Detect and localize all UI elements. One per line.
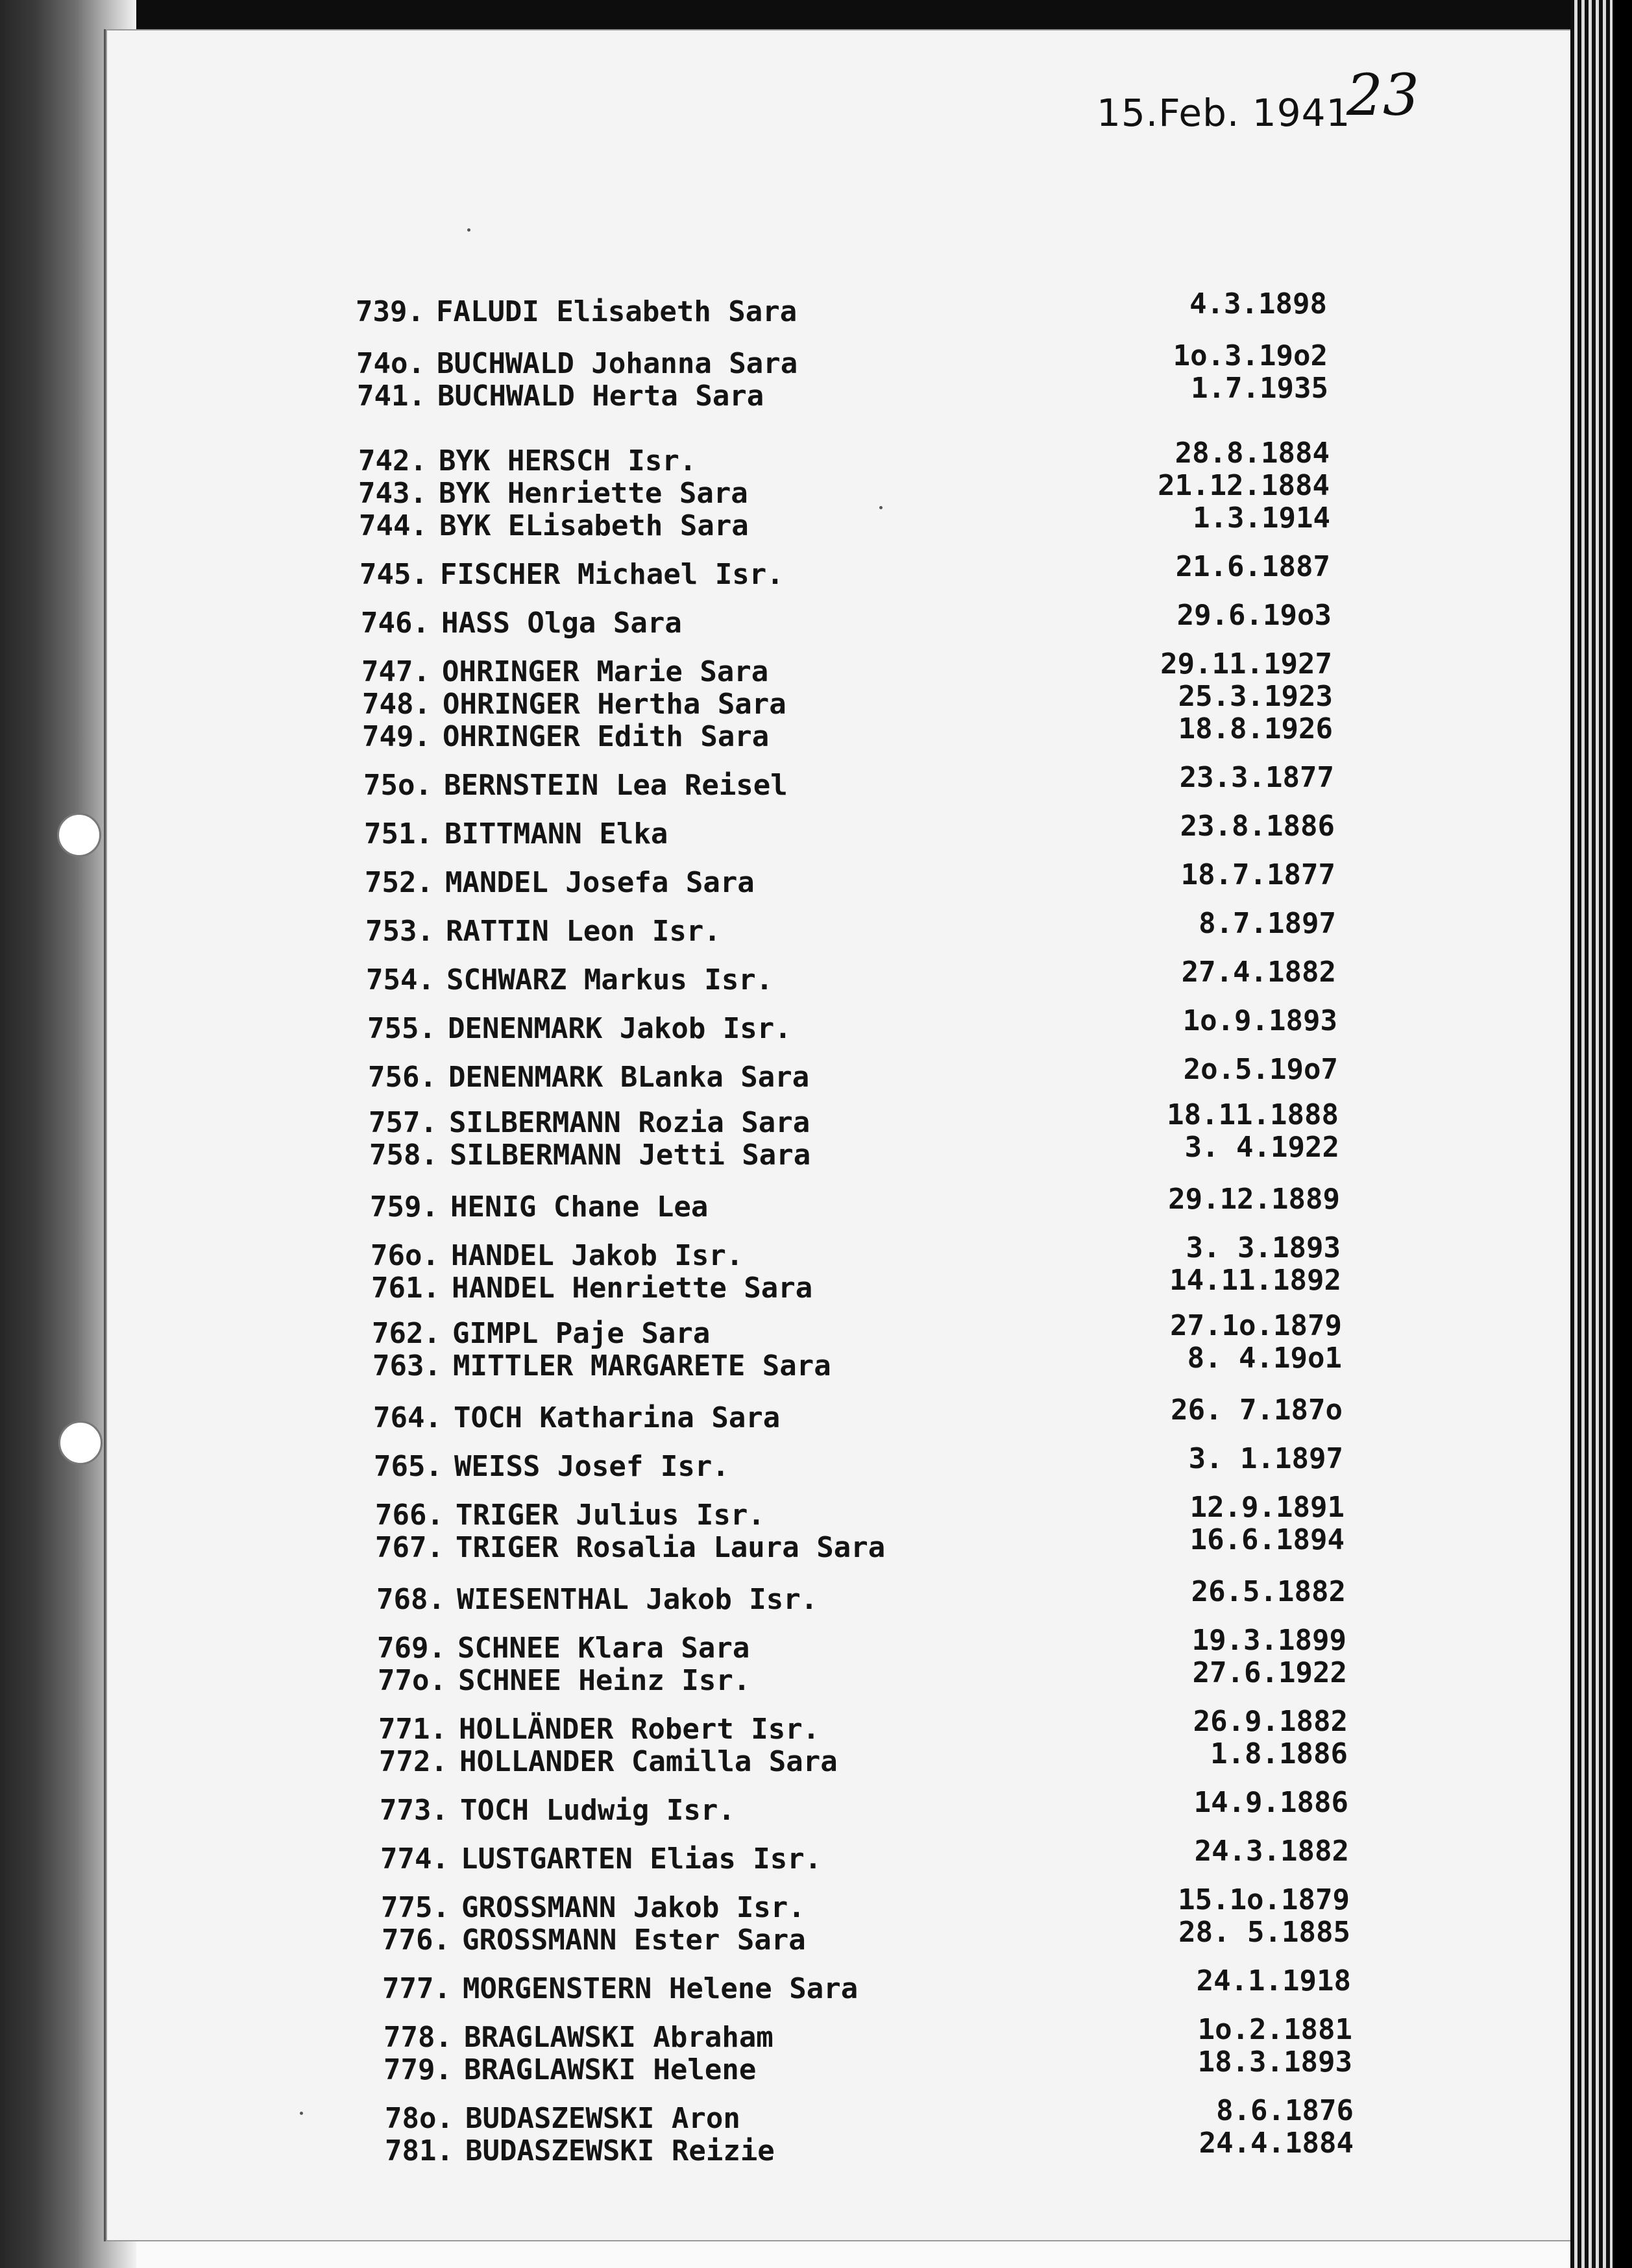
entry-birthdate: 27.4.1882 xyxy=(1181,956,1336,989)
list-item xyxy=(372,1317,710,1349)
list-item xyxy=(361,607,682,639)
entry-number: 739. xyxy=(356,295,424,328)
entry-birthdate: 1o.9.1893 xyxy=(1182,1004,1337,1037)
entry-birthdate: 24.3.1882 xyxy=(1194,1835,1349,1868)
entry-name: MANDEL Josefa Sara xyxy=(445,866,755,899)
entry-birthdate: 4.3.1898 xyxy=(1189,287,1327,320)
entry-number: 744. xyxy=(359,509,428,542)
entry-number: 763. xyxy=(372,1349,441,1382)
page-stack-edge xyxy=(1570,0,1632,2268)
list-item xyxy=(370,1190,708,1223)
entry-number: 742. xyxy=(358,444,427,477)
entry-number: 781. xyxy=(385,2134,454,2167)
list-item xyxy=(358,477,748,509)
list-item xyxy=(378,1713,820,1745)
entry-number: 756. xyxy=(368,1061,437,1094)
entry-number: 761. xyxy=(371,1272,440,1305)
entry-name: SCHWARZ Markus Isr. xyxy=(446,963,773,996)
list-item xyxy=(369,1139,810,1171)
entry-number: 745. xyxy=(359,558,428,591)
entry-name: TRIGER Rosalia Laura Sara xyxy=(455,1531,886,1564)
entry-birthdate: 3. 4.1922 xyxy=(1184,1131,1339,1164)
entry-number: 78o. xyxy=(385,2102,454,2135)
list-item xyxy=(358,444,696,477)
entry-name: WEISS Josef Isr. xyxy=(454,1450,729,1483)
entry-birthdate: 24.1.1918 xyxy=(1196,1964,1351,1997)
entry-birthdate: 3. 1.1897 xyxy=(1188,1442,1343,1475)
list-item xyxy=(374,1450,729,1482)
list-item xyxy=(384,2053,756,2086)
entry-name: RATTIN Leon Isr. xyxy=(445,915,721,948)
entry-birthdate: 1.8.1886 xyxy=(1210,1737,1348,1770)
entry-name: BERNSTEIN Lea Reisel xyxy=(443,769,788,802)
entry-name: DENENMARK Jakob Isr. xyxy=(447,1012,792,1045)
entry-number: 74o. xyxy=(356,347,425,380)
entry-number: 767. xyxy=(375,1531,444,1564)
list-item xyxy=(372,1349,831,1382)
list-item xyxy=(367,1012,792,1044)
entry-number: 758. xyxy=(369,1139,438,1172)
document-sheet xyxy=(104,29,1572,2241)
entry-number: 775. xyxy=(381,1891,450,1924)
entry-name: HOLLÄNDER Robert Isr. xyxy=(458,1713,820,1746)
entry-number: 747. xyxy=(361,655,430,688)
list-item xyxy=(382,1972,858,2005)
entry-birthdate: 15.1o.1879 xyxy=(1178,1883,1350,1916)
entry-name: BITTMANN Elka xyxy=(444,817,668,850)
list-item xyxy=(363,769,788,801)
entry-name: BUDASZEWSKI Reizie xyxy=(465,2134,775,2167)
entry-birthdate: 25.3.1923 xyxy=(1178,680,1333,713)
entry-number: 762. xyxy=(372,1317,441,1350)
entry-birthdate: 18.11.1888 xyxy=(1167,1098,1339,1131)
list-item xyxy=(385,2134,775,2167)
entry-name: SCHNEE Klara Sara xyxy=(457,1632,750,1665)
list-item xyxy=(380,1794,735,1826)
scan-speck xyxy=(300,2112,303,2115)
entry-birthdate: 1.7.1935 xyxy=(1191,372,1328,405)
entry-number: 778. xyxy=(384,2021,452,2054)
entry-birthdate: 29.12.1889 xyxy=(1168,1183,1340,1216)
entry-number: 749. xyxy=(362,720,431,753)
entry-name: WIESENTHAL Jakob Isr. xyxy=(456,1583,818,1616)
entry-name: SILBERMANN Rozia Sara xyxy=(448,1106,810,1139)
entry-name: SCHNEE Heinz Isr. xyxy=(457,1664,751,1697)
entry-birthdate: 8.6.1876 xyxy=(1216,2094,1354,2127)
entry-number: 772. xyxy=(379,1745,448,1778)
entry-number: 75o. xyxy=(363,769,432,802)
entry-number: 776. xyxy=(382,1924,450,1957)
entry-name: OHRINGER Edith Sara xyxy=(442,720,770,753)
entry-birthdate: 26.9.1882 xyxy=(1193,1705,1348,1738)
entry-name: TOCH Ludwig Isr. xyxy=(459,1794,735,1827)
list-item xyxy=(373,1401,780,1434)
entry-number: 774. xyxy=(380,1842,449,1876)
scan-top-border xyxy=(0,0,1632,29)
entry-birthdate: 2o.5.19o7 xyxy=(1183,1053,1338,1086)
entry-number: 76o. xyxy=(371,1239,439,1272)
list-item xyxy=(380,1842,822,1875)
entry-birthdate: 24.4.1884 xyxy=(1199,2127,1354,2160)
entry-birthdate: 14.9.1886 xyxy=(1193,1786,1348,1819)
entry-birthdate: 8.7.1897 xyxy=(1199,907,1336,940)
entry-name: OHRINGER Hertha Sara xyxy=(442,688,786,721)
list-item xyxy=(359,558,784,590)
punch-hole-upper xyxy=(57,813,101,857)
entry-birthdate: 26. 7.187o xyxy=(1171,1393,1343,1427)
entry-number: 765. xyxy=(374,1450,443,1483)
list-item xyxy=(356,347,798,380)
entry-name: HASS Olga Sara xyxy=(441,607,682,640)
list-item xyxy=(385,2102,740,2134)
entry-name: BRAGLAWSKI Helene xyxy=(463,2053,757,2086)
entry-birthdate: 1.3.1914 xyxy=(1193,501,1330,535)
entry-name: OHRINGER Marie Sara xyxy=(441,655,769,688)
entry-name: BUDASZEWSKI Aron xyxy=(465,2102,740,2135)
list-item xyxy=(365,866,755,899)
list-item xyxy=(371,1272,812,1304)
entry-number: 741. xyxy=(357,380,426,413)
list-item xyxy=(357,380,764,412)
entry-name: BYK ELisabeth Sara xyxy=(439,509,749,542)
entry-number: 757. xyxy=(369,1106,437,1139)
list-item xyxy=(379,1745,838,1778)
entry-name: TRIGER Julius Isr. xyxy=(455,1499,765,1532)
entry-birthdate: 8. 4.19o1 xyxy=(1187,1342,1342,1375)
list-item xyxy=(382,1924,806,1956)
entry-name: HOLLANDER Camilla Sara xyxy=(459,1745,838,1778)
list-item xyxy=(375,1499,765,1531)
entry-birthdate: 12.9.1891 xyxy=(1189,1491,1345,1524)
entry-number: 743. xyxy=(358,477,427,510)
list-item xyxy=(381,1891,805,1924)
entry-number: 777. xyxy=(382,1972,451,2005)
list-item xyxy=(371,1239,743,1272)
list-item xyxy=(362,720,769,753)
list-item xyxy=(369,1106,810,1139)
entry-birthdate: 29.11.1927 xyxy=(1160,647,1332,681)
entry-name: TOCH Katharina Sara xyxy=(453,1401,781,1434)
entry-name: SILBERMANN Jetti Sara xyxy=(449,1139,811,1172)
entry-birthdate: 1o.3.19o2 xyxy=(1173,339,1328,372)
entry-birthdate: 28.8.1884 xyxy=(1175,437,1330,470)
entry-number: 768. xyxy=(376,1583,445,1616)
entry-name: BUCHWALD Herta Sara xyxy=(437,380,764,413)
date-stamp: 15.Feb. 1941 xyxy=(1097,91,1351,135)
entry-birthdate: 18.8.1926 xyxy=(1178,712,1333,745)
entry-name: HANDEL Henriette Sara xyxy=(451,1272,813,1305)
entry-name: BUCHWALD Johanna Sara xyxy=(436,347,798,380)
scan-speck xyxy=(879,506,883,509)
entry-number: 764. xyxy=(373,1401,442,1434)
punch-hole-lower xyxy=(58,1421,103,1465)
entry-birthdate: 1o.2.1881 xyxy=(1197,2013,1352,2046)
entry-birthdate: 21.6.1887 xyxy=(1175,550,1330,583)
list-item xyxy=(364,817,668,850)
entry-name: FALUDI Elisabeth Sara xyxy=(435,295,798,328)
entry-birthdate: 3. 3.1893 xyxy=(1186,1231,1341,1264)
entry-number: 779. xyxy=(384,2053,452,2086)
list-item xyxy=(376,1583,818,1615)
entry-number: 766. xyxy=(375,1499,444,1532)
entry-name: GROSSMANN Jakob Isr. xyxy=(461,1891,805,1924)
entry-birthdate: 28. 5.1885 xyxy=(1178,1916,1350,1949)
entry-name: DENENMARK BLanka Sara xyxy=(448,1061,810,1094)
entry-birthdate: 23.8.1886 xyxy=(1180,810,1335,843)
entry-birthdate: 26.5.1882 xyxy=(1191,1575,1346,1608)
list-item xyxy=(378,1664,750,1696)
entry-birthdate: 18.7.1877 xyxy=(1180,858,1335,891)
entry-number: 773. xyxy=(380,1794,448,1827)
entry-name: MORGENSTERN Helene Sara xyxy=(462,1972,859,2005)
entry-name: BYK HERSCH Isr. xyxy=(438,444,697,477)
entry-birthdate: 27.6.1922 xyxy=(1192,1656,1347,1689)
entry-number: 755. xyxy=(367,1012,436,1045)
list-item xyxy=(356,295,797,328)
entry-number: 748. xyxy=(362,688,431,721)
entry-birthdate: 27.1o.1879 xyxy=(1170,1309,1342,1342)
list-item xyxy=(359,509,749,542)
list-item xyxy=(368,1061,809,1093)
entry-birthdate: 18.3.1893 xyxy=(1197,2045,1352,2079)
entry-number: 769. xyxy=(377,1632,446,1665)
entry-birthdate: 19.3.1899 xyxy=(1191,1624,1346,1657)
entry-name: GROSSMANN Ester Sara xyxy=(461,1924,806,1957)
scan-speck xyxy=(467,228,470,232)
list-item xyxy=(362,688,786,720)
entry-birthdate: 14.11.1892 xyxy=(1169,1264,1341,1297)
handwritten-page-number: 23 xyxy=(1346,62,1419,128)
entry-number: 751. xyxy=(364,817,433,850)
list-item xyxy=(361,655,768,688)
entry-name: FISCHER Michael Isr. xyxy=(439,558,784,591)
entry-name: LUSTGARTEN Elias Isr. xyxy=(460,1842,822,1876)
entry-number: 77o. xyxy=(378,1664,446,1697)
list-item xyxy=(365,915,721,947)
entry-number: 746. xyxy=(361,607,430,640)
list-item xyxy=(366,963,773,996)
entry-name: GIMPL Paje Sara xyxy=(452,1317,711,1350)
entry-number: 754. xyxy=(366,963,435,996)
entry-name: MITTLER MARGARETE Sara xyxy=(452,1349,831,1382)
entry-name: HANDEL Jakob Isr. xyxy=(450,1239,744,1272)
list-item xyxy=(375,1531,885,1563)
entry-birthdate: 16.6.1894 xyxy=(1189,1523,1345,1556)
list-item xyxy=(377,1632,749,1664)
entry-number: 771. xyxy=(378,1713,447,1746)
entry-birthdate: 23.3.1877 xyxy=(1179,761,1334,794)
entry-name: HENIG Chane Lea xyxy=(450,1190,709,1224)
entry-name: BYK Henriette Sara xyxy=(438,477,748,510)
entry-number: 752. xyxy=(365,866,433,899)
list-item xyxy=(384,2021,773,2053)
entry-birthdate: 29.6.19o3 xyxy=(1176,599,1332,632)
entry-number: 753. xyxy=(365,915,434,948)
entry-birthdate: 21.12.1884 xyxy=(1158,469,1330,502)
entry-name: BRAGLAWSKI Abraham xyxy=(463,2021,773,2054)
entry-number: 759. xyxy=(370,1190,439,1224)
